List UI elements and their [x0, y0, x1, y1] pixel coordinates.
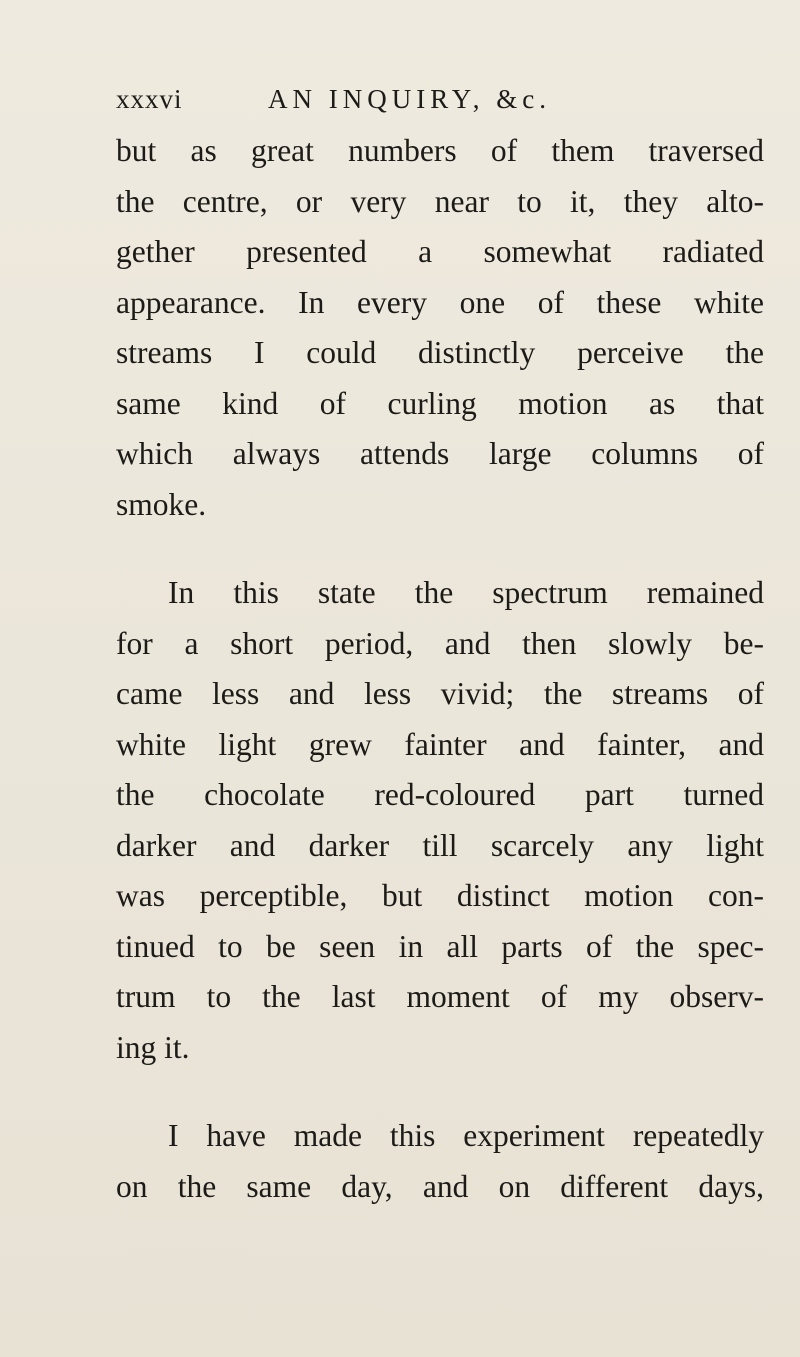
text-line: but as great numbers of them traversed	[116, 133, 764, 168]
text-line: on the same day, and on different days,	[116, 1168, 764, 1204]
body-text	[116, 126, 764, 1212]
text-line: the chocolate red-coloured part turned	[116, 777, 764, 812]
text-line: ing it.	[116, 1029, 190, 1065]
running-title: AN INQUIRY, &c.	[268, 84, 551, 114]
text-line: smoke.	[116, 486, 207, 522]
text-line: the centre, or very near to it, they alto-	[116, 183, 764, 219]
text-line: appearance. In every one of these white	[116, 284, 764, 320]
paragraph-gap	[116, 1073, 764, 1111]
text-line: white light grew fainter and fainter, and	[116, 726, 764, 762]
text-line: In this state the spectrum remained	[168, 575, 764, 610]
text-line: tinued to be seen in all parts of the spec-	[116, 928, 764, 964]
running-header	[116, 84, 760, 124]
text-line: streams I could distinctly perceive the	[116, 335, 764, 370]
text-line: same kind of curling motion as that	[116, 385, 764, 421]
paragraph-gap	[116, 530, 764, 568]
text-line: trum to the last moment of my observ-	[116, 979, 764, 1014]
text-line: I have made this experiment repeatedly	[168, 1118, 764, 1153]
text-line: was perceptible, but distinct motion con-	[116, 878, 764, 913]
text-line: came less and less vivid; the streams of	[116, 676, 764, 711]
text-line: which always attends large columns of	[116, 436, 764, 471]
paragraph-3	[116, 1111, 764, 1212]
paragraph-1	[116, 126, 764, 530]
text-line: darker and darker till scarcely any light	[116, 827, 764, 863]
page-number: xxxvi	[116, 84, 183, 114]
paragraph-2	[116, 568, 764, 1073]
text-line: for a short period, and then slowly be-	[116, 625, 764, 661]
text-line: gether presented a somewhat radiated	[116, 234, 764, 269]
